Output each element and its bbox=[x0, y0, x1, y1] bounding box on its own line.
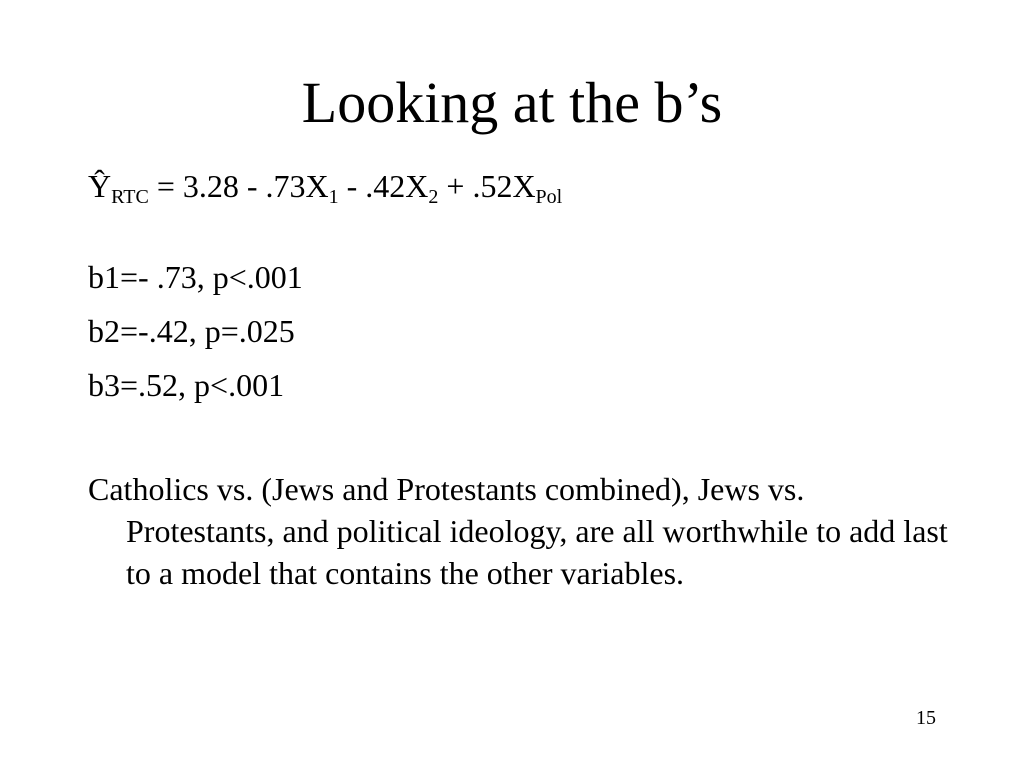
equation-term-1: = 3.28 - .73X bbox=[148, 168, 329, 204]
page-number: 15 bbox=[916, 707, 936, 729]
x1-subscript: 1 bbox=[328, 186, 339, 208]
coefficient-b3: b3=.52, p<.001 bbox=[88, 367, 285, 403]
y-subscript: RTC bbox=[111, 186, 149, 208]
conclusion-text: Catholics vs. (Jews and Protestants combined), Jews vs. Protestants, and political ideology, are all worthwhile to add last to a model that contains the other variables. bbox=[88, 471, 948, 591]
coefficient-b2: b2=-.42, p=.025 bbox=[88, 313, 295, 349]
y-hat-symbol: Ŷ bbox=[88, 168, 112, 204]
x2-subscript: 2 bbox=[428, 186, 439, 208]
regression-equation bbox=[88, 166, 562, 206]
coefficient-b1: b1=- .73, p<.001 bbox=[88, 259, 303, 295]
equation-term-2: - .42X bbox=[338, 168, 429, 204]
slide-title: Looking at the b’s bbox=[301, 70, 723, 135]
x3-subscript: Pol bbox=[535, 186, 563, 208]
equation-term-3: + .52X bbox=[438, 168, 536, 204]
